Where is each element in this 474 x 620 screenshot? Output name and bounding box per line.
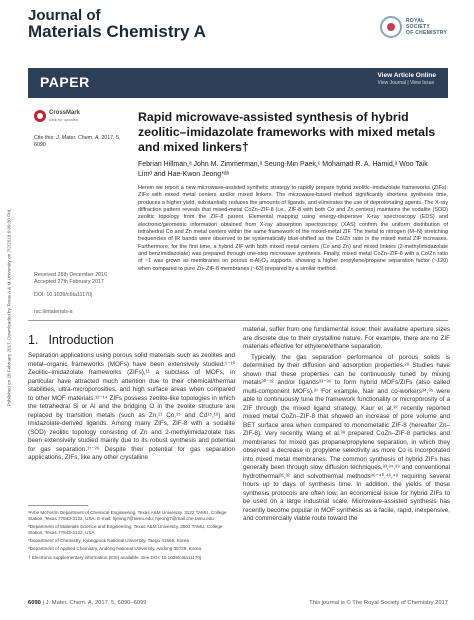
- article-type-label: PAPER: [40, 74, 90, 90]
- journal-title-line1: Journal of: [28, 7, 101, 24]
- footnote-d: ᵈDepartment of Applied Chemistry, Andong National University, Andong 36729, Korea: [28, 546, 202, 552]
- view-online-block[interactable]: [377, 72, 436, 86]
- view-journal-issue-links[interactable]: View Journal | View Issue: [377, 80, 435, 86]
- introduction-right-column: [243, 326, 450, 526]
- right-paragraph-2: Typically, the gas separation performance of porous solids is determined by their diffusion and adsorption properties.²⁹ Studies have shown that these properties can be continuously tuned by mixing metals³⁰⁻³² and/or ligands³³⁻³⁶ to form hybrid MOFs/ZIFs (also called multi-component MOFs).³⁷ For example, Nair and co-workers³⁴,³⁵ were able to continuously tune the framework functionality or microporosity of a ZIF through the mixed ligand strategy. Kaur et al.³² recently reported mixed metal CoZn–ZIF-8 that showed an increase of pore volume and BET surface area when compared to monometallic ZIF-8 (hereafter Zn–ZIF-8). Very recently, Wang et al.³⁸ prepared CoZn–ZIF-8 particles and membranes for mixed gas propane/propylene separation, in which they observed a decrease in propylene selectivity as more Co is incorporated into mixed metal membranes. The common synthesis of hybrid ZIFs has generally been through slow diffusion techniques,³³,³⁴,³⁹ and conventional hydrothermal³¹,³² and solvothermal methods³⁶⁻⁴⁰,⁴⁶,⁴⁸ requiring several hours up to days of synthesis time. In addition, the yields of those synthesis protocols are often low, an economical issue for hybrid ZIFs to be used on a large industrial scale. Microwave-assisted synthesis has recently become popular in MOF synthesis as a facile, rapid, inexpensive, and commercially viable route toward the: [243, 353, 450, 522]
- publisher-logo-line2: OF CHEMISTRY: [406, 30, 448, 36]
- section-divider: [28, 320, 448, 321]
- section-title: Introduction: [48, 333, 114, 347]
- author-list: Febrian Hillman,ᵃ John M. Zimmerman,ᵃ Seung-Min Paek,ᶜ Mohamad R. A. Hamid,ᵃ Woo Taik Limᵈ and Hae-Kwon Jeong*ᵃᵇ: [138, 161, 428, 178]
- page-footer: [28, 600, 448, 606]
- rsc-logo-icon: [380, 16, 402, 38]
- journal-url-link[interactable]: rsc.li/materials-a: [34, 309, 73, 315]
- section-number: 1.: [28, 333, 39, 347]
- cite-prefix: Cite this:: [34, 135, 57, 141]
- crossmark-badge[interactable]: [34, 108, 94, 126]
- cite-journal: J. Mater. Chem. A,: [56, 135, 100, 141]
- crossmark-title: CrossMark: [49, 110, 81, 116]
- crossmark-subtitle: click for updates: [49, 117, 78, 122]
- page-number: 6090: [28, 600, 41, 606]
- cite-year-volume: 2017, 5, 6090: [34, 135, 121, 148]
- view-article-online-link[interactable]: View Article Online: [377, 72, 436, 79]
- received-date: Received 28th December 2016: [34, 272, 108, 278]
- publisher-logo-line1: ROYAL SOCIETY: [406, 18, 431, 30]
- journal-title-line2: Materials Chemistry A: [28, 22, 206, 41]
- crossmark-icon[interactable]: [34, 110, 46, 122]
- footnote-b: ᵇDepartment of Materials Science and Engineering, Texas A&M University, 3003 TAMU, College Station, Texas 77843-3122, USA: [28, 524, 223, 536]
- article-type-banner: [28, 68, 448, 98]
- article-title: Rapid microwave-assisted synthesis of hybrid zeolitic–imidazolate frameworks with mixed metals and mixed linkers†: [138, 110, 436, 154]
- right-paragraph-1: material, suffer from one fundamental issue: their available aperture sizes are discrete due to their crystalline nature. For example, there are no ZIF materials effective for ethylene/ethane separation.: [243, 326, 450, 350]
- publisher-logo-text: [406, 18, 450, 36]
- journal-title: [28, 8, 206, 40]
- introduction-heading: [28, 333, 114, 347]
- footnote-divider: [28, 505, 88, 506]
- accepted-date: Accepted 27th February 2017: [34, 279, 104, 285]
- footnote-a: ᵃArtie McFerrin Department of Chemical Engineering, Texas A&M University, 3122 TAMU, College Station, Texas 77843-3122, USA. E-mail: hjeong7@tamu.edu; hjeong7@mail.che.tamu.edu: [28, 510, 227, 522]
- footer-copyright: This journal is © The Royal Society of Chemistry 2017: [309, 600, 448, 606]
- download-side-note-text: Published on 28 February 2017. Downloaded by Texas A & M University on 7/2/2018 6:09:30 PM.: [6, 208, 12, 407]
- footnote-c: ᶜDepartment of Chemistry, Kyungpook National University, Taegu 41566, Korea: [28, 538, 189, 544]
- abstract: Herein we report a new microwave-assisted synthetic strategy to rapidly prepare hybrid zeolitic–imidazolate frameworks (ZIFs): ZIFs with mixed metal centers and/or mixed linkers. The microwave-based method significantly shortens synthesis time, produces a higher yield, substantially reduces the amounts of ligands, and eliminates the use of deprotonating agents. The X-ray diffraction pattern reveals that mixed-metal CoZn–ZIF-8 (i.e., ZIF-8 with both Co and Zn centers) maintains the sodalite (SOD) zeolitic topology from the ZIF-8 parent. Elemental mapping using energy-dispersive X-ray spectroscopy (EDS) and electronic/geometric information obtained from X-ray absorption spectroscopy (XAS) confirm the uniform distribution of tetrahedral Co and Zn metal centers within the same framework of the mixed-metal ZIF. The metal to nitrogen (M–N) stretching frequencies of IR bands were observed to be systematically blue-shifted as the Co/Zn ratio in the mixed metal ZIF increases. Furthermore, for the first time, a hybrid ZIF with both mixed metal centers (Co and Zn) and mixed linkers (2-methylimidazolate and benzimidazolate) was prepared through one-step microwave synthesis. Finally, mixed metal CoZn–ZIF-8 with a Co/Zn ratio of ~1 was grown as membranes on porous α-Al₂O₃ supports, showing a higher propylene/propane separation factor (~120) when compared to pure Zn–ZIF-8 membranes (~63) prepared by a similar method.: [138, 185, 448, 272]
- article-history: [34, 272, 134, 316]
- introduction-left-column: Separation applications using porous solid materials such as zeolites and metal–organic frameworks (MOFs) have been extensively studied.¹⁻¹⁰ Zeolitic–imidazolate frameworks (ZIFs),¹¹ a subclass of MOFs, in particular have attracted much attention due to their chemical/thermal stabilities, ultra-microporosities, and high surface areas when compared to other MOF materials.¹²⁻¹⁴ ZIFs possess zeolite-like topologies in which the tetrahedral Si or Al and the bridging O in the zeolite structure are replaced by transition metals (such as Zn,¹¹ Co,¹⁵ and Cd¹⁵,¹⁶) and imidazolate-derived ligands. Among many ZIFs, ZIF-8 with a sodalite (SOD) zeolitic topology consisting of Zn and 2-methylimidazolate has been extensively studied mainly due to its robust synthesis and potential for gas separation.¹⁷⁻²⁶ Despite their potential for gas separation applications, ZIFs, like any other crystalline: [28, 352, 235, 461]
- footer-citation: | J. Mater. Chem. A, 2017, 5, 6090–6099: [42, 600, 147, 606]
- doi-link[interactable]: DOI: 10.1039/c6ta11170j: [34, 292, 93, 298]
- download-side-note: [4, 100, 12, 520]
- affiliation-footnotes: [28, 510, 235, 563]
- citation-info: [34, 135, 124, 149]
- publisher-logo: [380, 14, 450, 48]
- footnote-esi: † Electronic supplementary information (ESI) available. See DOI: 10.1039/c6ta11170j: [28, 554, 201, 560]
